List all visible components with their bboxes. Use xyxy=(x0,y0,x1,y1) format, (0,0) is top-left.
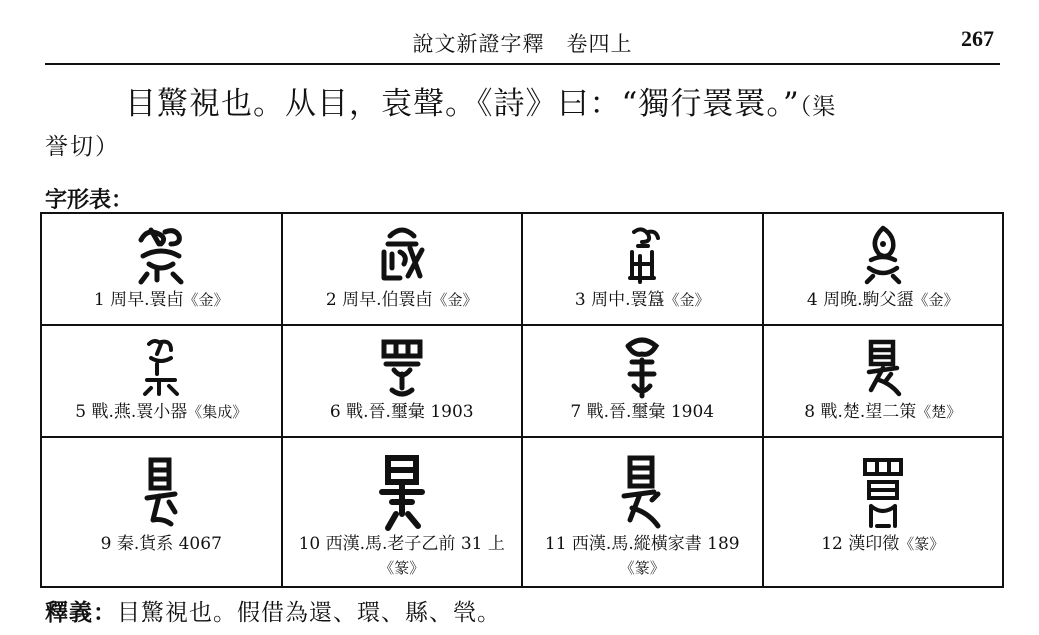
fanqie-open: （渠 xyxy=(799,94,837,120)
glyph-cell xyxy=(522,437,763,587)
definition-text: 目驚視也。从目，袁聲。《詩》曰：“獨行瞏瞏。” xyxy=(125,86,800,122)
header-rule xyxy=(45,63,1000,65)
glyph-caption: 9 秦.貨系 4067 xyxy=(100,534,222,554)
glyph-caption: 11 西漢.馬.縱橫家書 189《篆》 xyxy=(544,534,740,577)
glyph-cell xyxy=(763,437,1004,587)
glyph-caption: 6 戰.晉.璽彙 1903 xyxy=(329,402,474,422)
glyph-caption: 1 周早.瞏卣《金》 xyxy=(93,290,229,310)
han-glyph-icon xyxy=(610,452,674,532)
glyph-caption: 3 周中.瞏簋《金》 xyxy=(574,290,710,310)
page-number: 267 xyxy=(961,26,994,51)
definition-line xyxy=(45,78,1000,123)
glyph-cell xyxy=(41,437,282,587)
glyph-table xyxy=(40,212,1004,588)
glyph-cell xyxy=(522,213,763,325)
glyph-cell xyxy=(41,325,282,437)
interpretation-text: 目驚視也。假借為還、環、縣、煢。 xyxy=(117,600,501,626)
glyph-caption: 8 戰.楚.望二策《楚》 xyxy=(804,402,962,422)
glyph-table-label: 字形表： xyxy=(45,188,134,213)
seal-glyph-icon xyxy=(610,334,674,400)
bronze-glyph-icon xyxy=(851,222,915,288)
glyph-cell xyxy=(282,437,523,587)
glyph-cell xyxy=(282,325,523,437)
warring-states-glyph-icon xyxy=(129,334,193,400)
glyph-cell xyxy=(522,325,763,437)
glyph-caption: 7 戰.晉.璽彙 1904 xyxy=(570,402,715,422)
bronze-glyph-icon xyxy=(370,222,434,288)
glyph-cell xyxy=(282,213,523,325)
interpretation xyxy=(45,594,501,627)
interpretation-label: 釋義： xyxy=(45,600,117,626)
han-glyph-icon xyxy=(370,452,434,532)
glyph-caption: 12 漢印徵《篆》 xyxy=(821,534,945,554)
seal-glyph-icon xyxy=(370,334,434,400)
page-header xyxy=(45,20,1000,62)
seal-script-glyph-icon xyxy=(851,452,915,532)
chu-glyph-icon xyxy=(851,334,915,400)
glyph-cell xyxy=(763,325,1004,437)
running-title: 說文新證字釋 卷四上 xyxy=(412,32,633,56)
glyph-caption: 4 周晚.駒父盨《金》 xyxy=(806,290,959,310)
glyph-cell xyxy=(41,213,282,325)
glyph-caption: 10 西漢.馬.老子乙前 31 上 《篆》 xyxy=(298,534,505,577)
glyph-cell xyxy=(763,213,1004,325)
bronze-glyph-icon xyxy=(129,222,193,288)
qin-glyph-icon xyxy=(129,452,193,532)
glyph-caption: 5 戰.燕.瞏小器《集成》 xyxy=(75,402,248,422)
bronze-glyph-icon xyxy=(610,222,674,288)
glyph-caption: 2 周早.伯瞏卣《金》 xyxy=(325,290,478,310)
fanqie-close: 誉切） xyxy=(45,134,120,160)
